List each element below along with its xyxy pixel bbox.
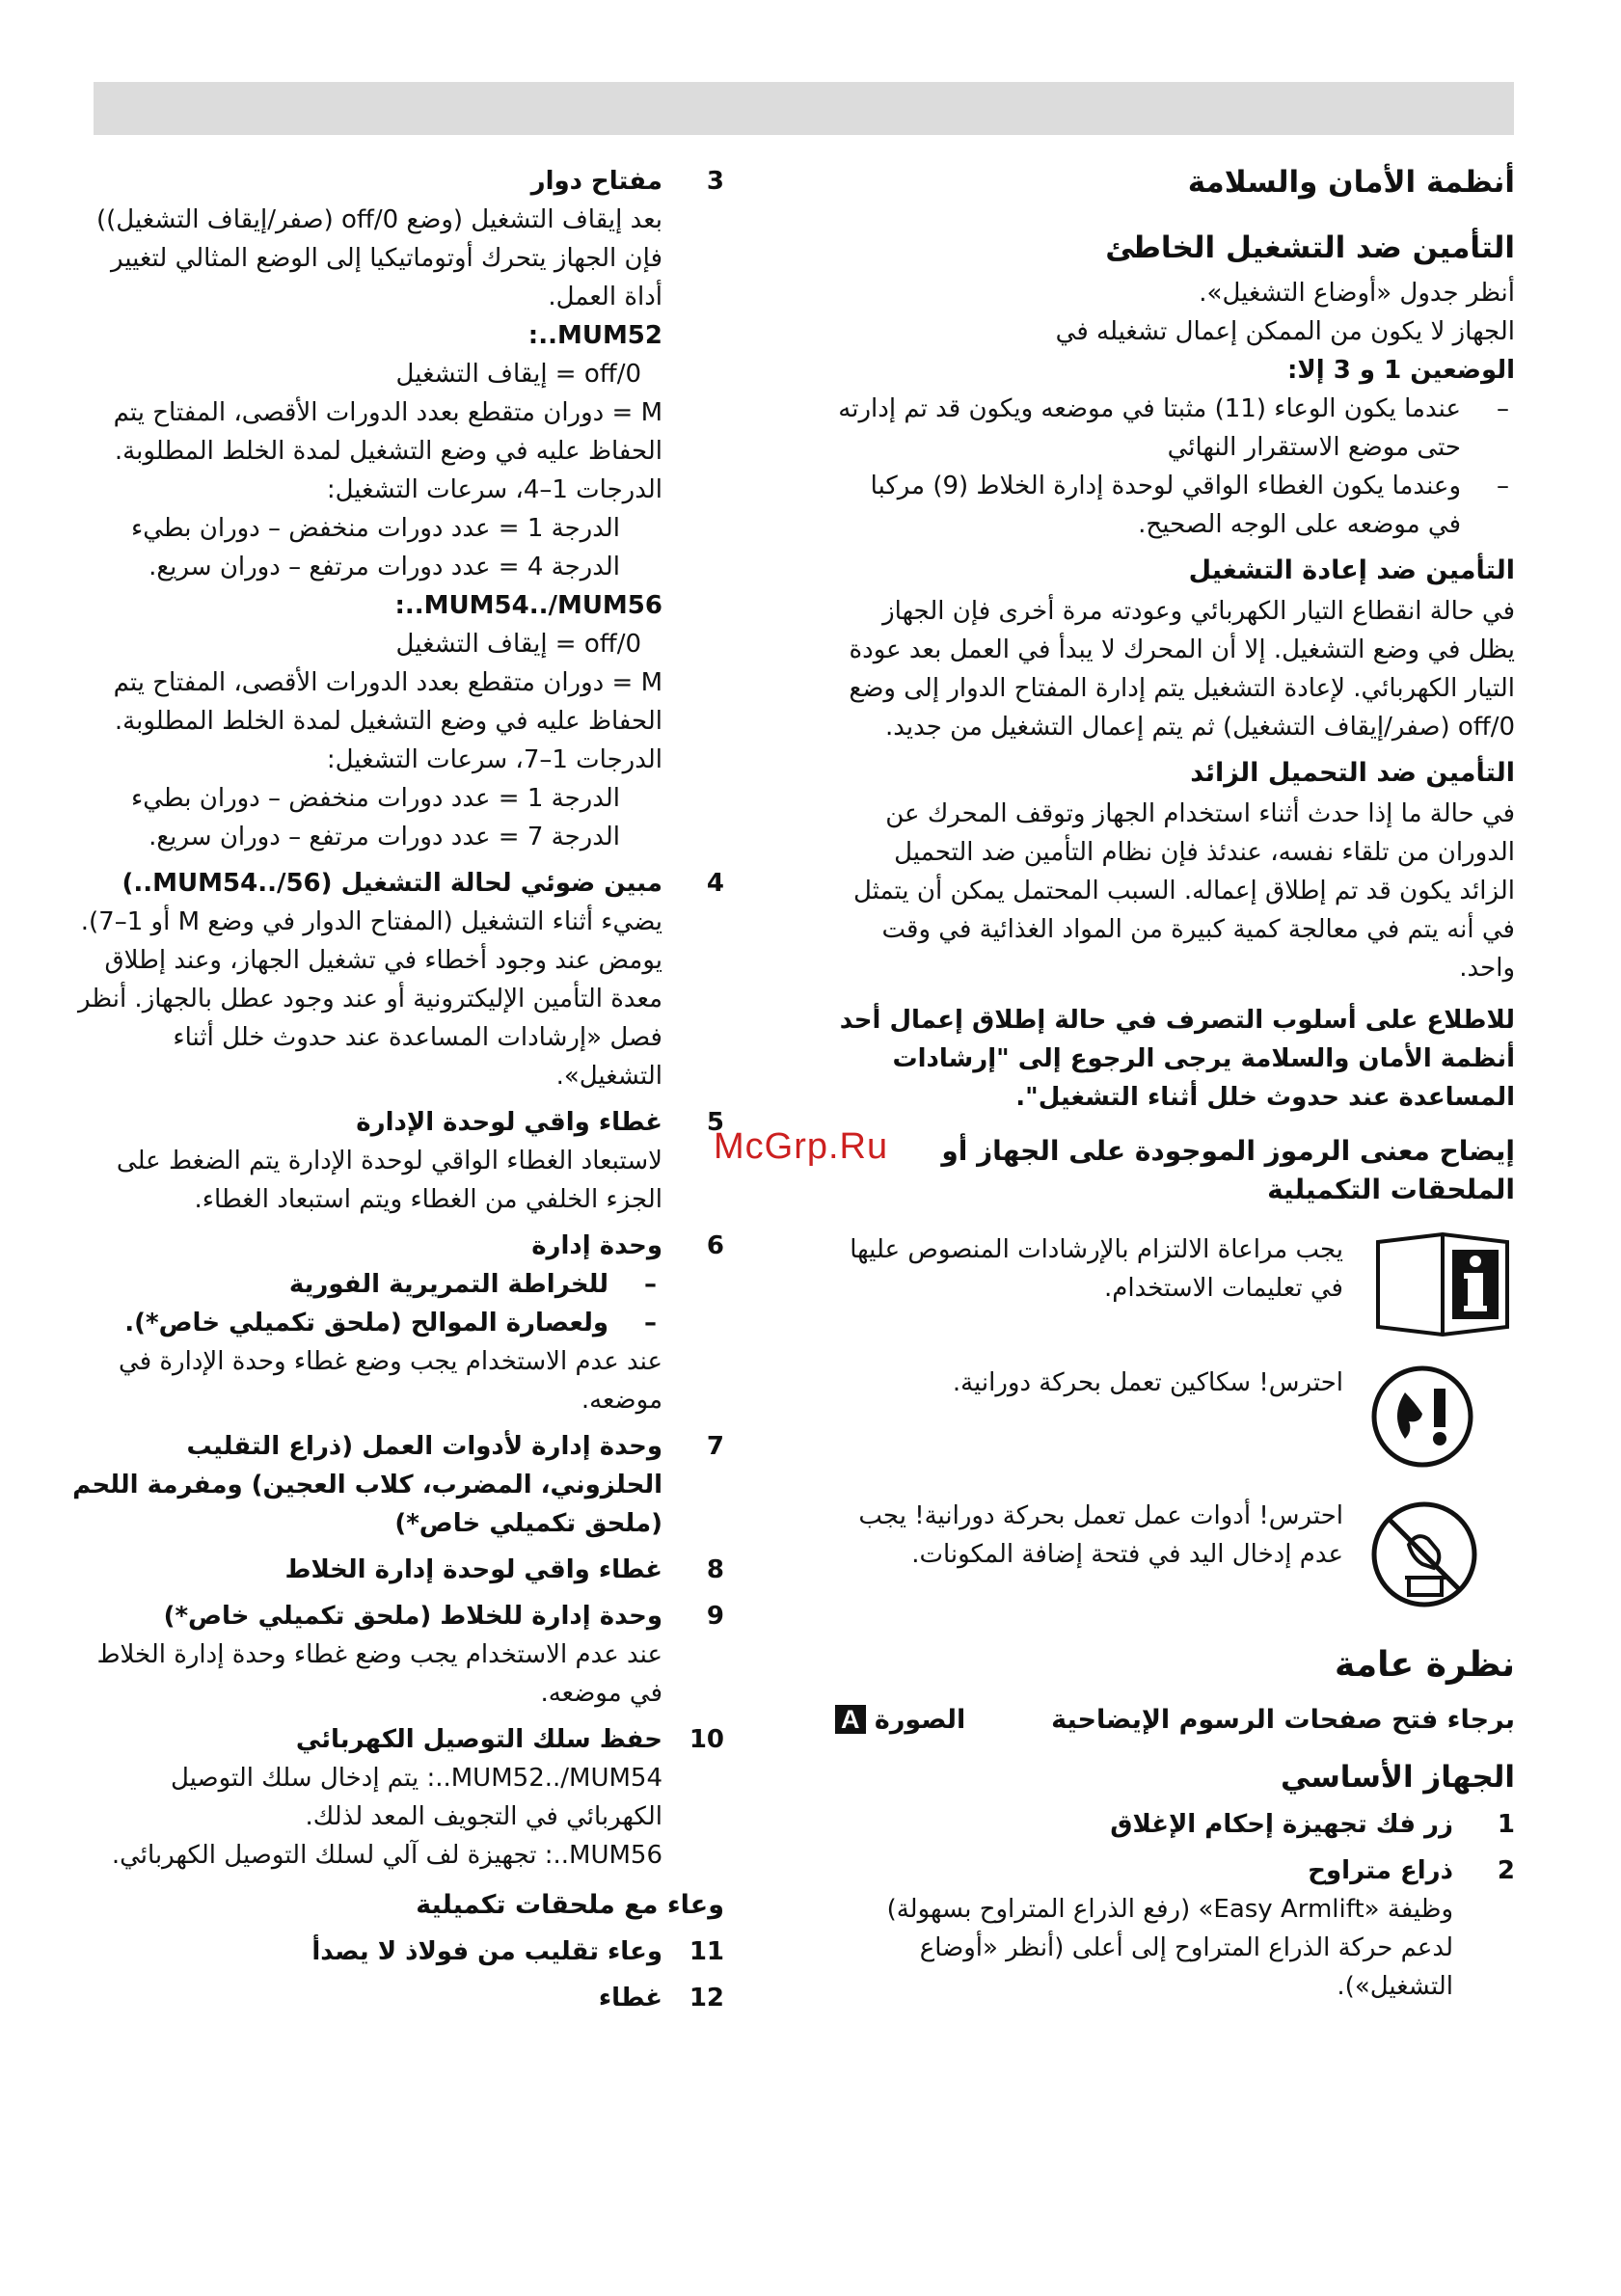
list-item	[68, 1932, 724, 1971]
paragraph: الجهاز لا يكون من الممكن إعمال تشغيله في	[1055, 317, 1515, 346]
item-number: 10	[689, 1725, 724, 1754]
item-title: وحدة إدارة لأدوات العمل (ذراع التقليب الحلزوني، المضرب، كلاب العجين) ومفرمة اللحم (ملحق تكميلي خاص*)	[72, 1432, 662, 1538]
item-number: 9	[706, 1602, 724, 1631]
item-body: وظيفة «Easy Armlift» (رفع الذراع المتراوح بسهولة) لدعم حركة الذراع المتراوح إلى أعلى (أنظر «أوضاع التشغيل»).	[886, 1895, 1453, 2001]
bullet-item: – ولعصارة الموالح (ملحق تكميلي خاص*).	[68, 1304, 662, 1342]
item-title: غطاء	[598, 1984, 662, 2012]
left-column	[68, 162, 724, 2017]
item-body: MUM52../MUM54..: يتم إدخال سلك التوصيل الكهربائي في التجويف المعد لذلك.	[170, 1764, 662, 1831]
symbol-row-instructions	[835, 1230, 1515, 1337]
item-number: 11	[689, 1937, 724, 1966]
setting-line: M = دوران متقطع بعدد الدورات الأقصى، المفتاح يتم الحفاظ عليه في وضع التشغيل لمدة الخلط المطلوبة.	[113, 398, 662, 466]
item-body: عند عدم الاستخدام يجب وضع غطاء وحدة إدارة الخلاط في موضعه.	[96, 1640, 662, 1708]
item-title: ذراع متراوح	[1308, 1856, 1453, 1885]
bullet-item: – للخراطة التمريرية الفورية	[68, 1265, 662, 1304]
list-item	[835, 1805, 1515, 1844]
item-number: 3	[706, 167, 724, 196]
list-item	[68, 1103, 724, 1219]
subsection-symbols: إيضاح معنى الرموز الموجودة على الجهاز أو الملحقات التكميلية	[941, 1135, 1515, 1205]
subsection-overload: التأمين ضد التحميل الزائد	[1190, 758, 1515, 788]
setting-line: off/0 = إيقاف التشغيل	[395, 360, 641, 389]
symbol-text: احترس! سكاكين تعمل بحركة دورانية.	[952, 1368, 1343, 1397]
item-title: مفتاح دوار	[530, 167, 662, 196]
item-title: زر فك تجهيزة إحكام الإغلاق	[1110, 1810, 1453, 1839]
item-body: بعد إيقاف التشغيل (وضع off/0 (صفر/إيقاف التشغيل)) فإن الجهاز يتحرك أوتوماتيكيا إلى الوضع المثالي لتغيير أداة العمل.	[95, 205, 662, 311]
setting-line: الدرجة 1 = عدد دورات منخفض – دوران بطيء	[131, 514, 620, 543]
setting-line: off/0 = إيقاف التشغيل	[395, 630, 641, 659]
setting-line: الدرجات 1–4، سرعات التشغيل:	[326, 475, 662, 504]
item-title: وحدة إدارة للخلاط (ملحق تكميلي خاص*)	[163, 1602, 662, 1631]
setting-line: الدرجة 7 = عدد دورات مرتفع – دوران سريع.	[149, 823, 620, 851]
item-body: يضيء أثناء التشغيل (المفتاح الدوار في وضع M أو 1–7). يومض عند وجود أخطاء في تشغيل الجهاز، وعند إطلاق معدة التأمين الإليكترونية أو عند وجود عطل بالجهاز. أنظر فصل «إرشادات المساعدة عند حدوث خلل أثناء التشغيل».	[78, 907, 662, 1091]
list-item	[68, 162, 724, 856]
item-title: غطاء واقي لوحدة الإدارة	[356, 1108, 662, 1137]
section-title-overview: نظرة عامة	[1335, 1645, 1515, 1685]
rotating-blade-warning-icon	[1370, 1364, 1515, 1470]
list-item	[68, 1979, 724, 2017]
item-title: مبين ضوئي لحالة التشغيل (MUM54../56..)	[122, 869, 662, 898]
list-item	[68, 864, 724, 1095]
item-number: 1	[1497, 1810, 1515, 1839]
list-item	[835, 1851, 1515, 2006]
symbol-row-hand	[835, 1497, 1515, 1612]
item-title: غطاء واقي لوحدة إدارة الخلاط	[284, 1555, 662, 1584]
symbol-text: يجب مراعاة الالتزام بالإرشادات المنصوص عليها في تعليمات الاستخدام.	[850, 1235, 1343, 1303]
figure-label: الصورة	[874, 1705, 966, 1735]
setting-line: الدرجة 4 = عدد دورات مرتفع – دوران سريع.	[149, 553, 620, 581]
paragraph: في حالة ما إذا حدث أثناء استخدام الجهاز وتوقف المحرك عن الدوران من تلقاء نفسه، عندئذ فإن نظام التأمين ضد التحميل الزائد يكون قد تم إطلاق إعماله. السبب المحتمل يمكن أن يتمثل في أنه يتم في معالجة كمية كبيرة من المواد الغذائية في وقت واحد.	[852, 799, 1515, 983]
paragraph: في حالة انقطاع التيار الكهربائي وعودته مرة أخرى فإن الجهاز يظل في وضع التشغيل. إلا أن المحرك لا يبدأ في العمل بعد عودة التيار الكهربائي. لإعادة التشغيل يتم إدارة المفتاح الدوار إلى وضع off/0 (صفر/إيقاف التشغيل) ثم يتم إعمال التشغيل من جديد.	[849, 597, 1515, 742]
item-number: 4	[706, 869, 724, 898]
setting-line: الدرجات 1–7، سرعات التشغيل:	[326, 745, 662, 774]
symbol-text: احترس! أدوات عمل تعمل بحركة دورانية! يجب عدم إدخال اليد في فتحة إضافة المكونات.	[858, 1501, 1343, 1569]
paragraph: الوضعين 1 و 3 إلا:	[1286, 356, 1515, 385]
item-number: 6	[706, 1231, 724, 1260]
item-title: حفظ سلك التوصيل الكهربائي	[295, 1725, 662, 1754]
item-body: عند عدم الاستخدام يجب وضع غطاء وحدة الإدارة في موضعه.	[119, 1347, 662, 1415]
symbol-row-blades	[835, 1364, 1515, 1470]
manual-info-icon	[1370, 1230, 1515, 1337]
subsection-restart: التأمين ضد إعادة التشغيل	[1188, 555, 1515, 585]
model-label: MUM54../MUM56..:	[394, 591, 662, 620]
setting-line: M = دوران متقطع بعدد الدورات الأقصى، المفتاح يتم الحفاظ عليه في وضع التشغيل لمدة الخلط المطلوبة.	[113, 668, 662, 736]
item-title: وحدة إدارة	[531, 1231, 662, 1260]
list-item	[68, 1227, 724, 1419]
model-label: MUM52..:	[527, 321, 662, 350]
figure-reference-text: برجاء فتح صفحات الرسوم الإيضاحية	[1051, 1705, 1515, 1735]
item-number: 2	[1497, 1856, 1515, 1885]
item-title: وعاء تقليب من فولاذ لا يصدأ	[311, 1937, 662, 1966]
paragraph: أنظر جدول «أوضاع التشغيل».	[1199, 279, 1515, 308]
list-item	[68, 1427, 724, 1543]
list-item	[68, 1551, 724, 1589]
setting-line: الدرجة 1 = عدد دورات منخفض – دوران بطيء	[131, 784, 620, 813]
section-title-safety: أنظمة الأمان والسلامة	[1187, 165, 1515, 200]
help-note: للاطلاع على أسلوب التصرف في حالة إطلاق إعمال أحد أنظمة الأمان والسلامة يرجى الرجوع إلى "إرشادات المساعدة عند حدوث خلل أثناء التشغيل".	[839, 1006, 1515, 1112]
item-body: MUM56..: تجهيزة لف آلي لسلك التوصيل الكهربائي.	[111, 1841, 662, 1870]
list-item	[68, 1720, 724, 1875]
figure-badge: A	[835, 1705, 866, 1734]
item-number: 12	[689, 1984, 724, 2012]
subsection-accessories: وعاء مع ملحقات تكميلية	[416, 1890, 724, 1920]
header-bar	[94, 82, 1514, 135]
watermark: McGrp.Ru	[714, 1126, 889, 1167]
no-hand-warning-icon	[1370, 1497, 1515, 1612]
figure-reference	[835, 1701, 1515, 1740]
item-number: 5	[706, 1108, 724, 1137]
item-number: 7	[706, 1432, 724, 1461]
item-number: 8	[706, 1555, 724, 1584]
item-body: لاستبعاد الغطاء الواقي لوحدة الإدارة يتم الضغط على الجزء الخلفي من الغطاء ويتم استبعاد الغطاء.	[116, 1147, 662, 1214]
bullet-item: – عندما يكون الوعاء (11) مثبتا في موضعه ويكون قد تم إدارته حتى موضع الاستقرار النهائي	[835, 390, 1515, 467]
subsection-wrong-operation: التأمين ضد التشغيل الخاطئ	[1105, 230, 1515, 265]
list-item	[68, 1597, 724, 1713]
right-column	[835, 162, 1515, 2006]
subsection-base-unit: الجهاز الأساسي	[1280, 1760, 1515, 1795]
bullet-item: – وعندما يكون الغطاء الواقي لوحدة إدارة الخلاط (9) مركبا في موضعه على الوجه الصحيح.	[835, 467, 1515, 544]
